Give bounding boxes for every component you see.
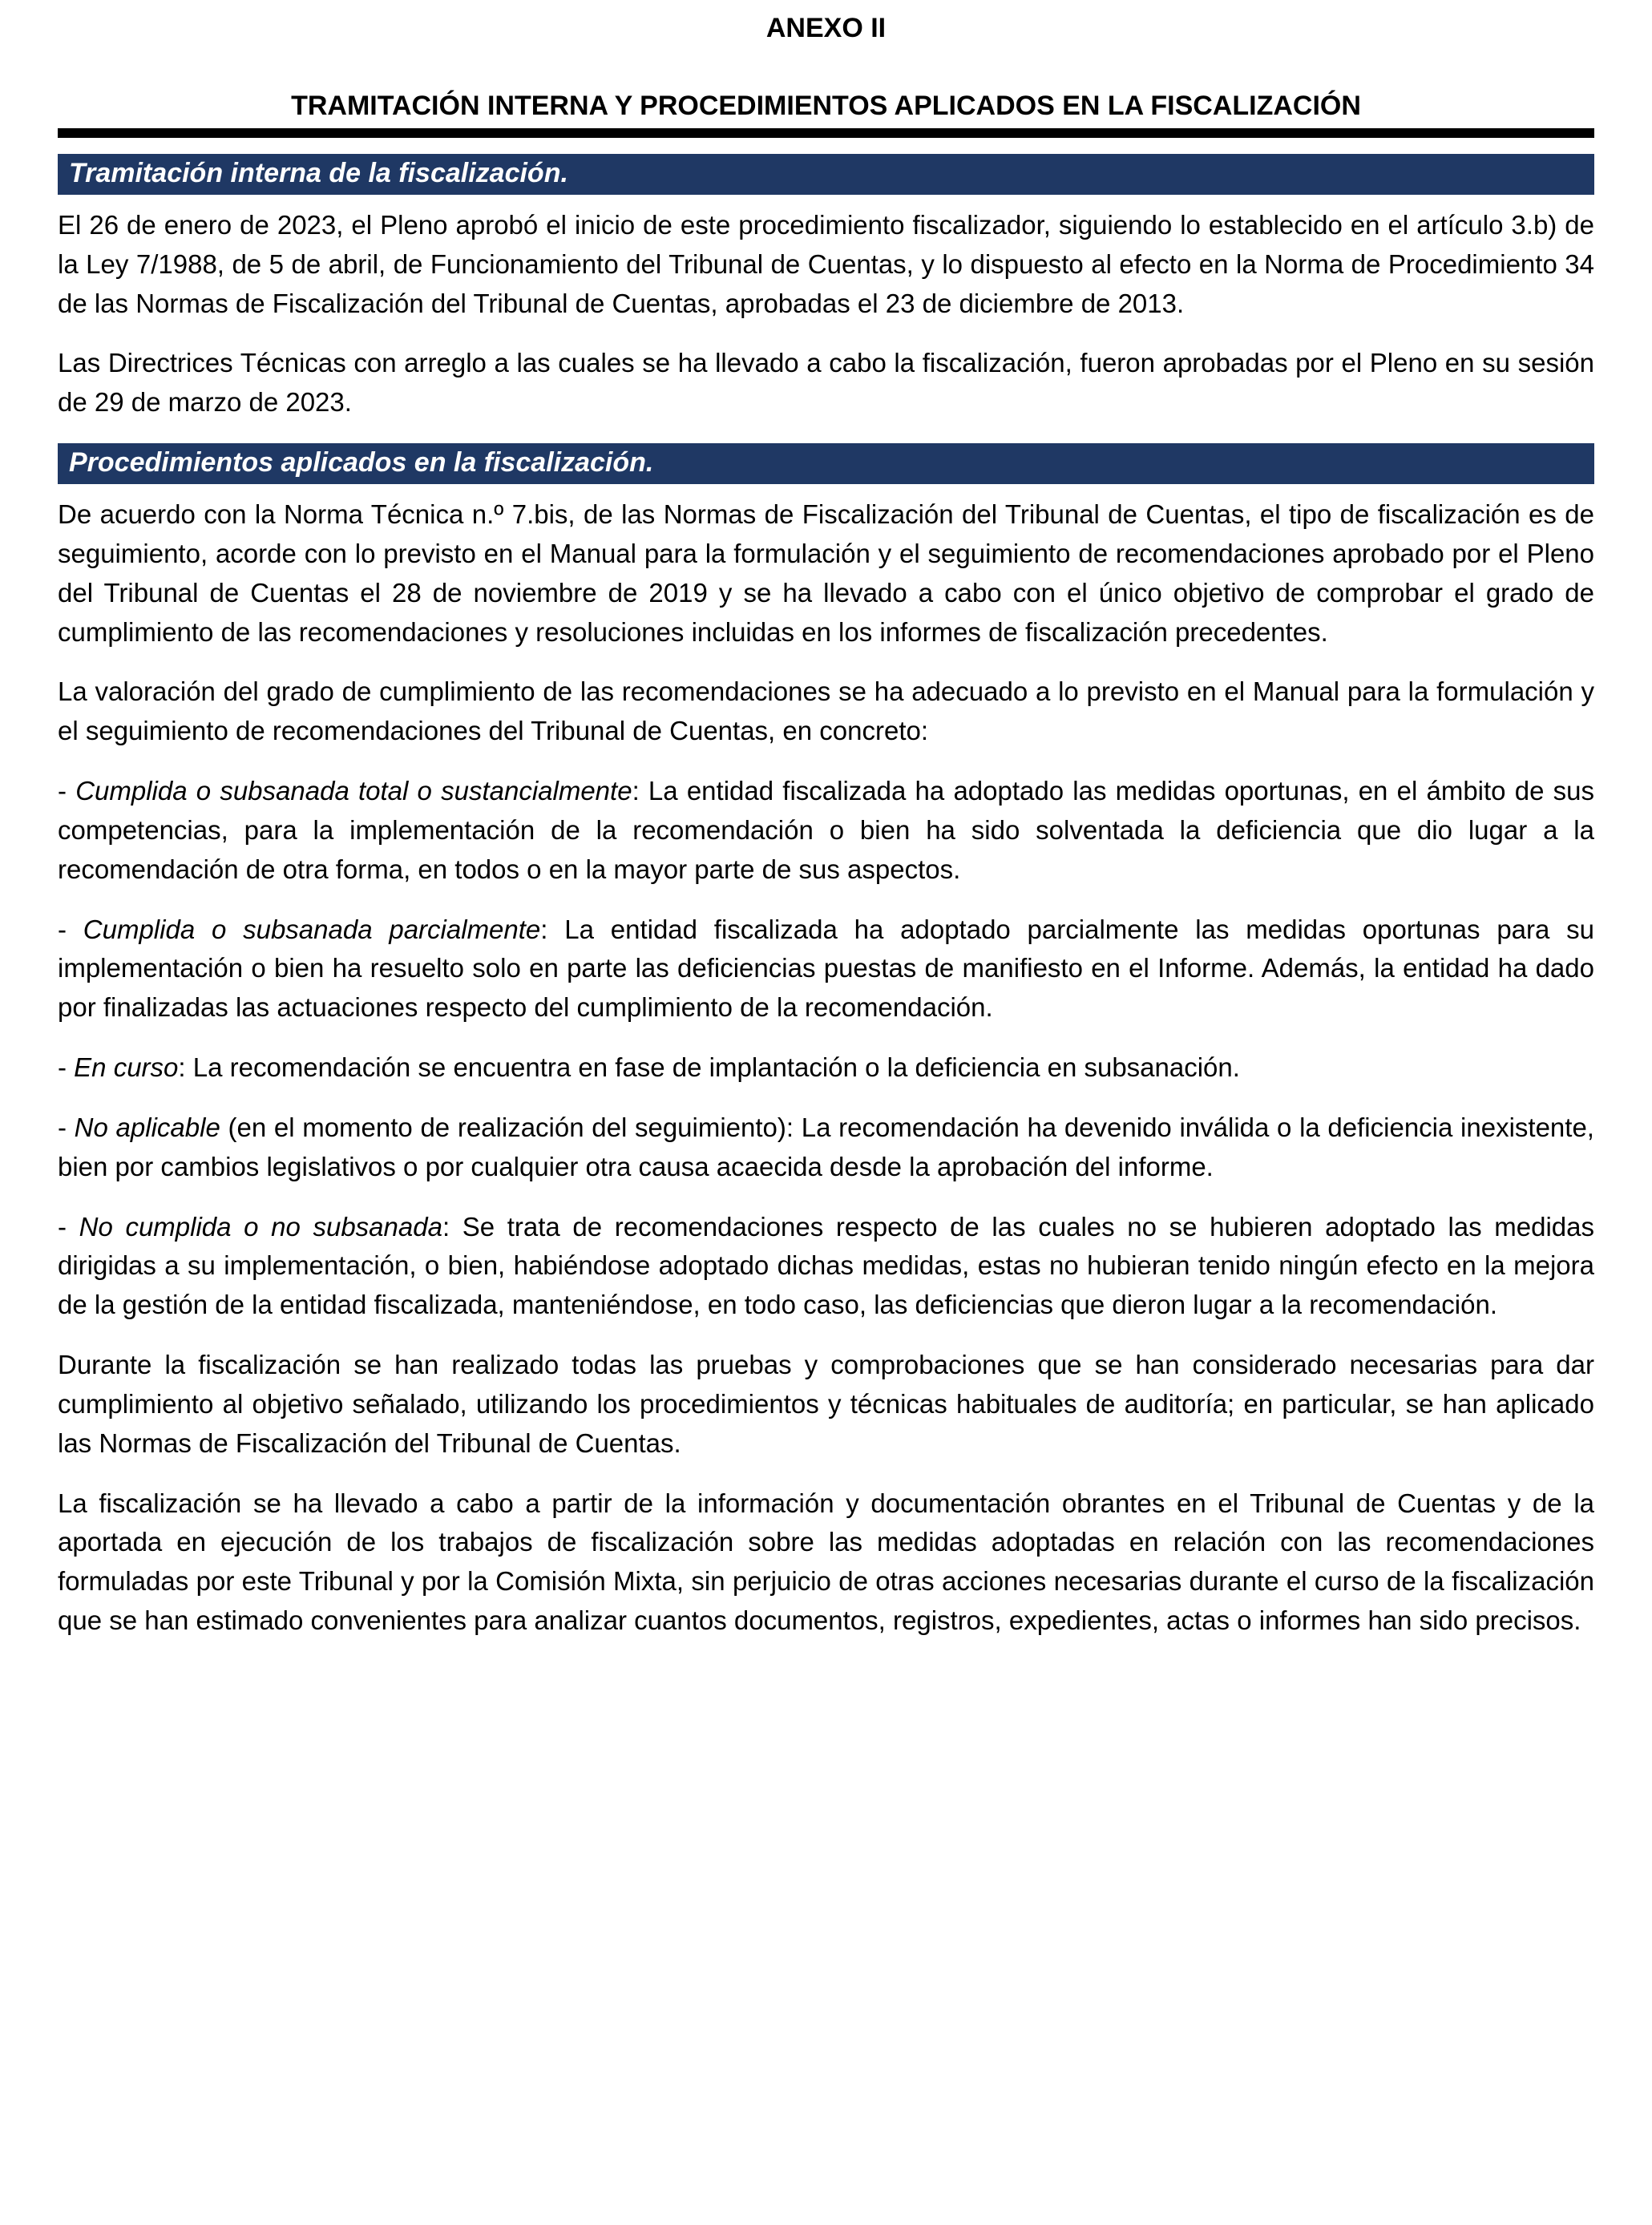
list-item-definition: : La entidad fiscalizada ha adoptado las medidas oportunas, en el ámbito de sus competencias, para la implementación de la recomendación o bien ha sido solventada la deficiencia que dio lugar a la recomendación de otra forma, en todos o en la mayor parte de sus aspectos. [58, 776, 1594, 884]
list-item-marker: - [58, 914, 83, 944]
section-bar-procedimientos-aplicados: Procedimientos aplicados en la fiscalización. [58, 443, 1594, 484]
list-item-definition: : La recomendación se encuentra en fase de implantación o la deficiencia en subsanación. [178, 1052, 1240, 1083]
list-item-marker: - [58, 1052, 75, 1083]
list-item-cumplida-total [58, 772, 1594, 889]
list-item-term: Cumplida o subsanada total o sustancialmente [75, 776, 632, 806]
list-item-definition: : Se trata de recomendaciones respecto de las cuales no se hubieren adoptado las medidas dirigidas a su implementación, o bien, habiéndose adoptado dichas medidas, estas no hubieran tenido ningún efecto en la mejora de la gestión de la entidad fiscalizada, manteniéndose, en todo caso, las deficiencias que dieron lugar a la recomendación. [58, 1211, 1594, 1320]
list-item-definition: : La entidad fiscalizada ha adoptado parcialmente las medidas oportunas para su implementación o bien ha resuelto solo en parte las deficiencias puestas de manifiesto en el Informe. Además, la entidad ha dado por finalizadas las actuaciones respecto del cumplimiento de la recomendación. [58, 914, 1595, 1023]
list-item-marker: - [58, 776, 76, 806]
list-item-term: En curso [74, 1052, 179, 1083]
paragraph-directrices-tecnicas: Las Directrices Técnicas con arreglo a las cuales se ha llevado a cabo la fiscalización, fueron aprobadas por el Pleno en su sesión de 29 de marzo de 2023. [58, 348, 1594, 418]
list-item-cumplida-parcial [58, 911, 1594, 1028]
list-item-definition: (en el momento de realización del seguimiento): La recomendación ha devenido inválida o la deficiencia inexistente, bien por cambios legislativos o por cualquier otra causa acaecida desde la aprobación del informe. [58, 1112, 1594, 1181]
paragraph-valoracion-grado: La valoración del grado de cumplimiento de las recomendaciones se ha adecuado a lo previsto en el Manual para la formulación y el seguimiento de recomendaciones del Tribunal de Cuentas, en concreto: [58, 676, 1594, 746]
heading-rule [58, 128, 1594, 138]
list-item-term: No aplicable [74, 1112, 220, 1142]
section-bar-tramitacion-interna: Tramitación interna de la fiscalización. [58, 154, 1594, 195]
paragraph-pleno-inicio: El 26 de enero de 2023, el Pleno aprobó el inicio de este procedimiento fiscalizador, siguiendo lo establecido en el artículo 3.b) de la Ley 7/1988, de 5 de abril, de Funcionamiento del Tribunal de Cuentas, y lo dispuesto al efecto en la Norma de Procedimiento 34 de las Normas de Fiscalización del Tribunal de Cuentas, aprobadas el 23 de diciembre de 2013. [58, 210, 1594, 318]
list-item-term: No cumplida o no subsanada [79, 1211, 442, 1242]
paragraph-pruebas-comprobaciones: Durante la fiscalización se han realizado todas las pruebas y comprobaciones que se han considerado necesarias para dar cumplimiento al objetivo señalado, utilizando los procedimientos y técnicas habituales de auditoría; en particular, se han aplicado las Normas de Fiscalización del Tribunal de Cuentas. [58, 1350, 1594, 1458]
main-heading: TRAMITACIÓN INTERNA Y PROCEDIMIENTOS APLICADOS EN LA FISCALIZACIÓN [291, 91, 1361, 121]
paragraph-informacion-documentacion: La fiscalización se ha llevado a cabo a partir de la información y documentación obrantes en el Tribunal de Cuentas y de la aportada en ejecución de los trabajos de fiscalización sobre las medidas adoptadas en relación con las recomendaciones formuladas por este Tribunal y por la Comisión Mixta, sin perjuicio de otras acciones necesarias durante el curso de la fiscalización que se han estimado convenientes para analizar cuantos documentos, registros, expedientes, actas o informes han sido precisos. [58, 1488, 1594, 1636]
list-item-marker: - [58, 1211, 79, 1242]
paragraph-norma-tecnica: De acuerdo con la Norma Técnica n.º 7.bis, de las Normas de Fiscalización del Tribunal de Cuentas, el tipo de fiscalización es de seguimiento, acorde con lo previsto en el Manual para la formulación y el seguimiento de recomendaciones aprobado por el Pleno del Tribunal de Cuentas el 28 de noviembre de 2019 y se ha llevado a cabo con el único objetivo de comprobar el grado de cumplimiento de las recomendaciones y resoluciones incluidas en los informes de fiscalización precedentes. [58, 499, 1594, 647]
list-item-term: Cumplida o subsanada parcialmente [83, 914, 541, 944]
annex-title: ANEXO II [765, 13, 887, 43]
list-item-marker: - [58, 1112, 75, 1142]
list-item-no-cumplida [58, 1208, 1594, 1325]
list-item-no-aplicable [58, 1108, 1594, 1187]
list-item-en-curso [58, 1048, 1594, 1088]
